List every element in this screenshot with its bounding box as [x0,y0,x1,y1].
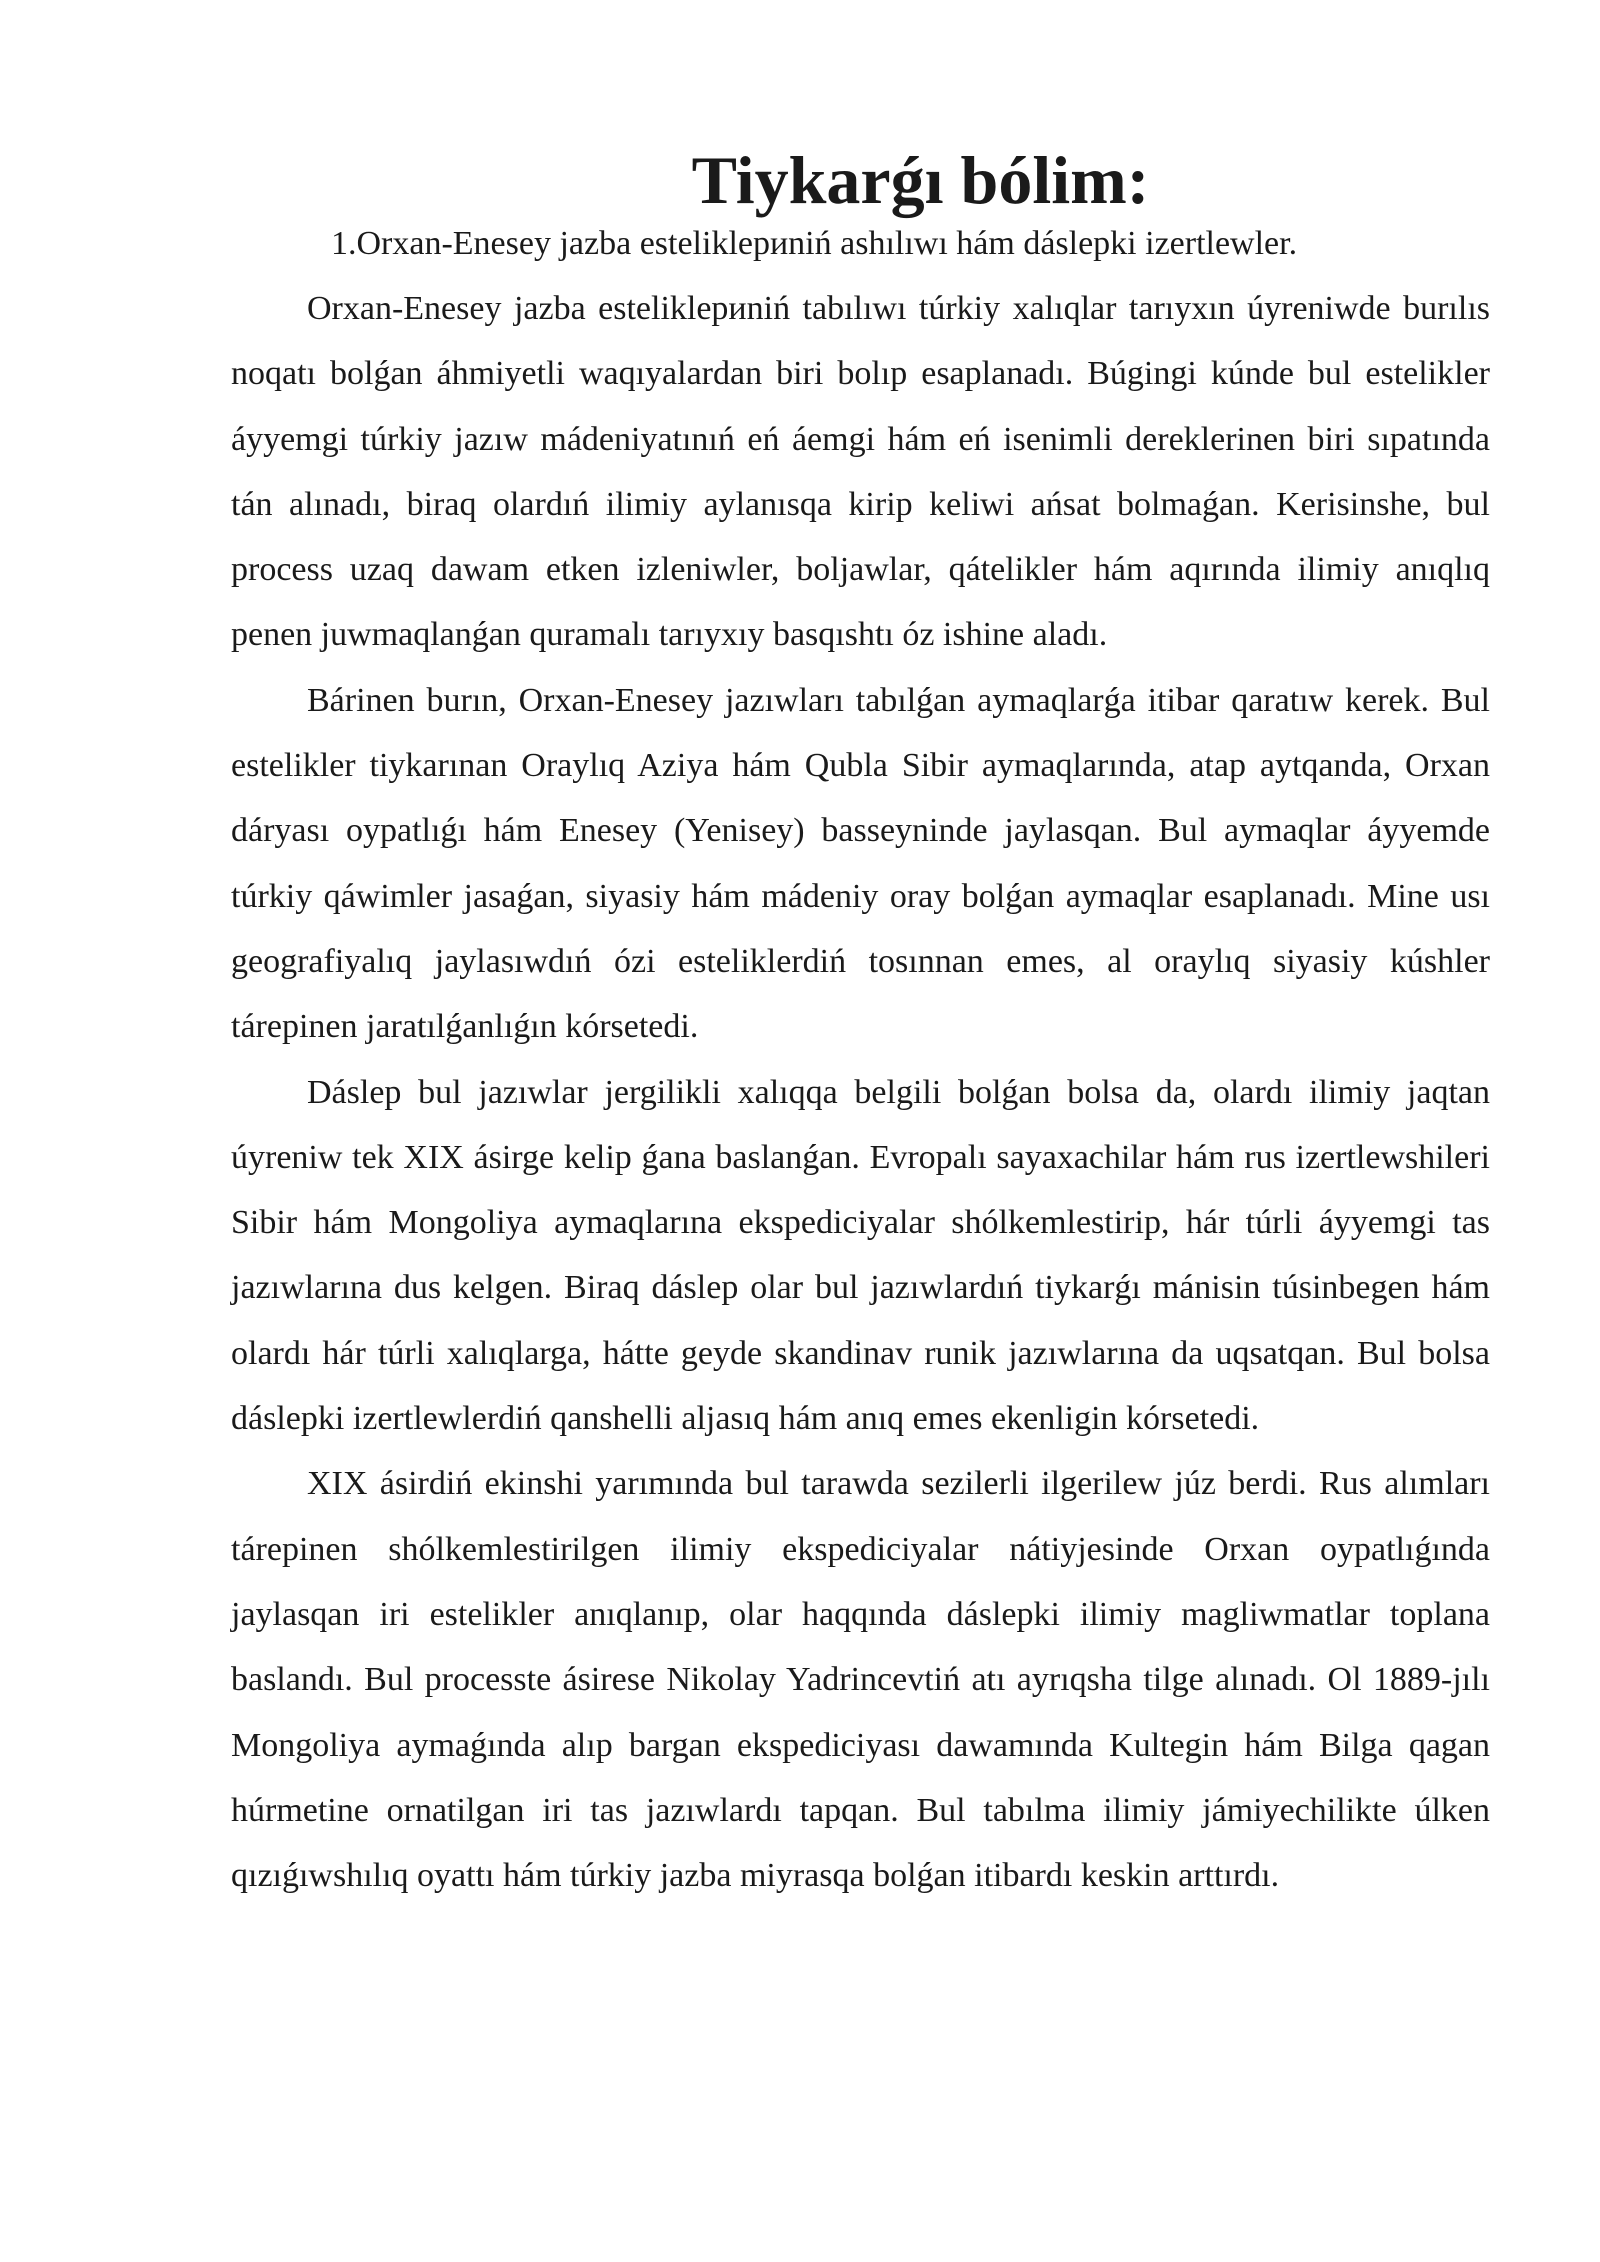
subsection-title: 1.Orxan-Enesey jazba esteliklериniń ashılıwı hám dáslepki izertlewler. [331,225,1298,262]
paragraph: XIX ásirdiń ekinshi yarımında bul tarawda sezilerli ilgerilew júz berdi. Rus alımları tárepinen shólkemlestirilgen ilimiy ekspediciyalar nátiyjesinde Orxan oypatlıǵında jaylasqan iri estelikler anıqlanıp, olar haqqında dáslepki ilimiy magliwmatlar toplana baslandı. Bul processte ásirese Nikolay Yadrincevtiń atı ayrıqsha tilge alınadı. Ol 1889-jılı Mongoliya aymaǵında alıp bargan ekspediciyası dawamında Kultegin hám Bilga qagan húrmetine ornatilgan iri tas jazıwlardı tapqan. Bul tabılma ilimiy jámiyechilikte úlken qızıǵıwshılıq oyattı hám túrkiy jazba miyrasqa bolǵan itibardı keskin arttırdı. [231,1465,1490,1895]
paragraph: Orxan-Enesey jazba esteliklериniń tabılıwı túrkiy xalıqlar tarıyxın úyreniwde burılıs noqatı bolǵan áhmiyetli waqıyalardan biri bolıp esaplanadı. Búgingi kúnde bul estelikler áyyemgi túrkiy jazıw mádeniyatınıń eń áemgi hám eń isenimli dereklerinen biri sıpatında tán alınadı, biraq olardıń ilimiy aylanısqa kirip keliwi ańsat bolmaǵan. Kerisinshe, bul process uzaq dawam etken izleniwler, boljawlar, qátelikler hám aqırında ilimiy anıqlıq penen juwmaqlanǵan quramalı tarıyxıy basqıshtı óz ishine aladı. [231,290,1490,654]
paragraph: Dáslep bul jazıwlar jergilikli xalıqqa belgili bolǵan bolsa da, olardı ilimiy jaqtan úyreniw tek XIX ásirge kelip ǵana baslanǵan. Evropalı sayaxachilar hám rus izertlewshileri Sibir hám Mongoliya aymaqlarına ekspediciyalar shólkemlestirip, hár túrli áyyemgi tas jazıwlarına dus kelgen. Biraq dáslep olar bul jazıwlardıń tiykarǵı mánisin túsinbegen hám olardı hár túrli xalıqlarga, hátte geyde skandinav runik jazıwlarına da uqsatqan. Bul bolsa dáslepki izertlewlerdiń qanshelli aljasıq hám anıq emes ekenligin kórsetedi. [231,1073,1490,1438]
section-title: Tiykarǵı bólim: [691,142,1150,218]
document-body [231,142,1490,1908]
paragraph: Bárinen burın, Orxan-Enesey jazıwları tabılǵan aymaqlarǵa itibar qaratıw kerek. Bul estelikler tiykarınan Oraylıq Aziya hám Qubla Sibir aymaqlarında, atap aytqanda, Orxan dáryası oypatlıǵı hám Enesey (Yenisey) basseyninde jaylasqan. Bul aymaqlar áyyemde túrkiy qáwimler jasaǵan, siyasiy hám mádeniy oray bolǵan aymaqlar esaplanadı. Mine usı geografiyalıq jaylasıwdıń ózi esteliklerdiń tosınnan emes, al oraylıq siyasiy kúshler tárepinen jaratılǵanlıǵın kórsetedi. [231,681,1490,1046]
